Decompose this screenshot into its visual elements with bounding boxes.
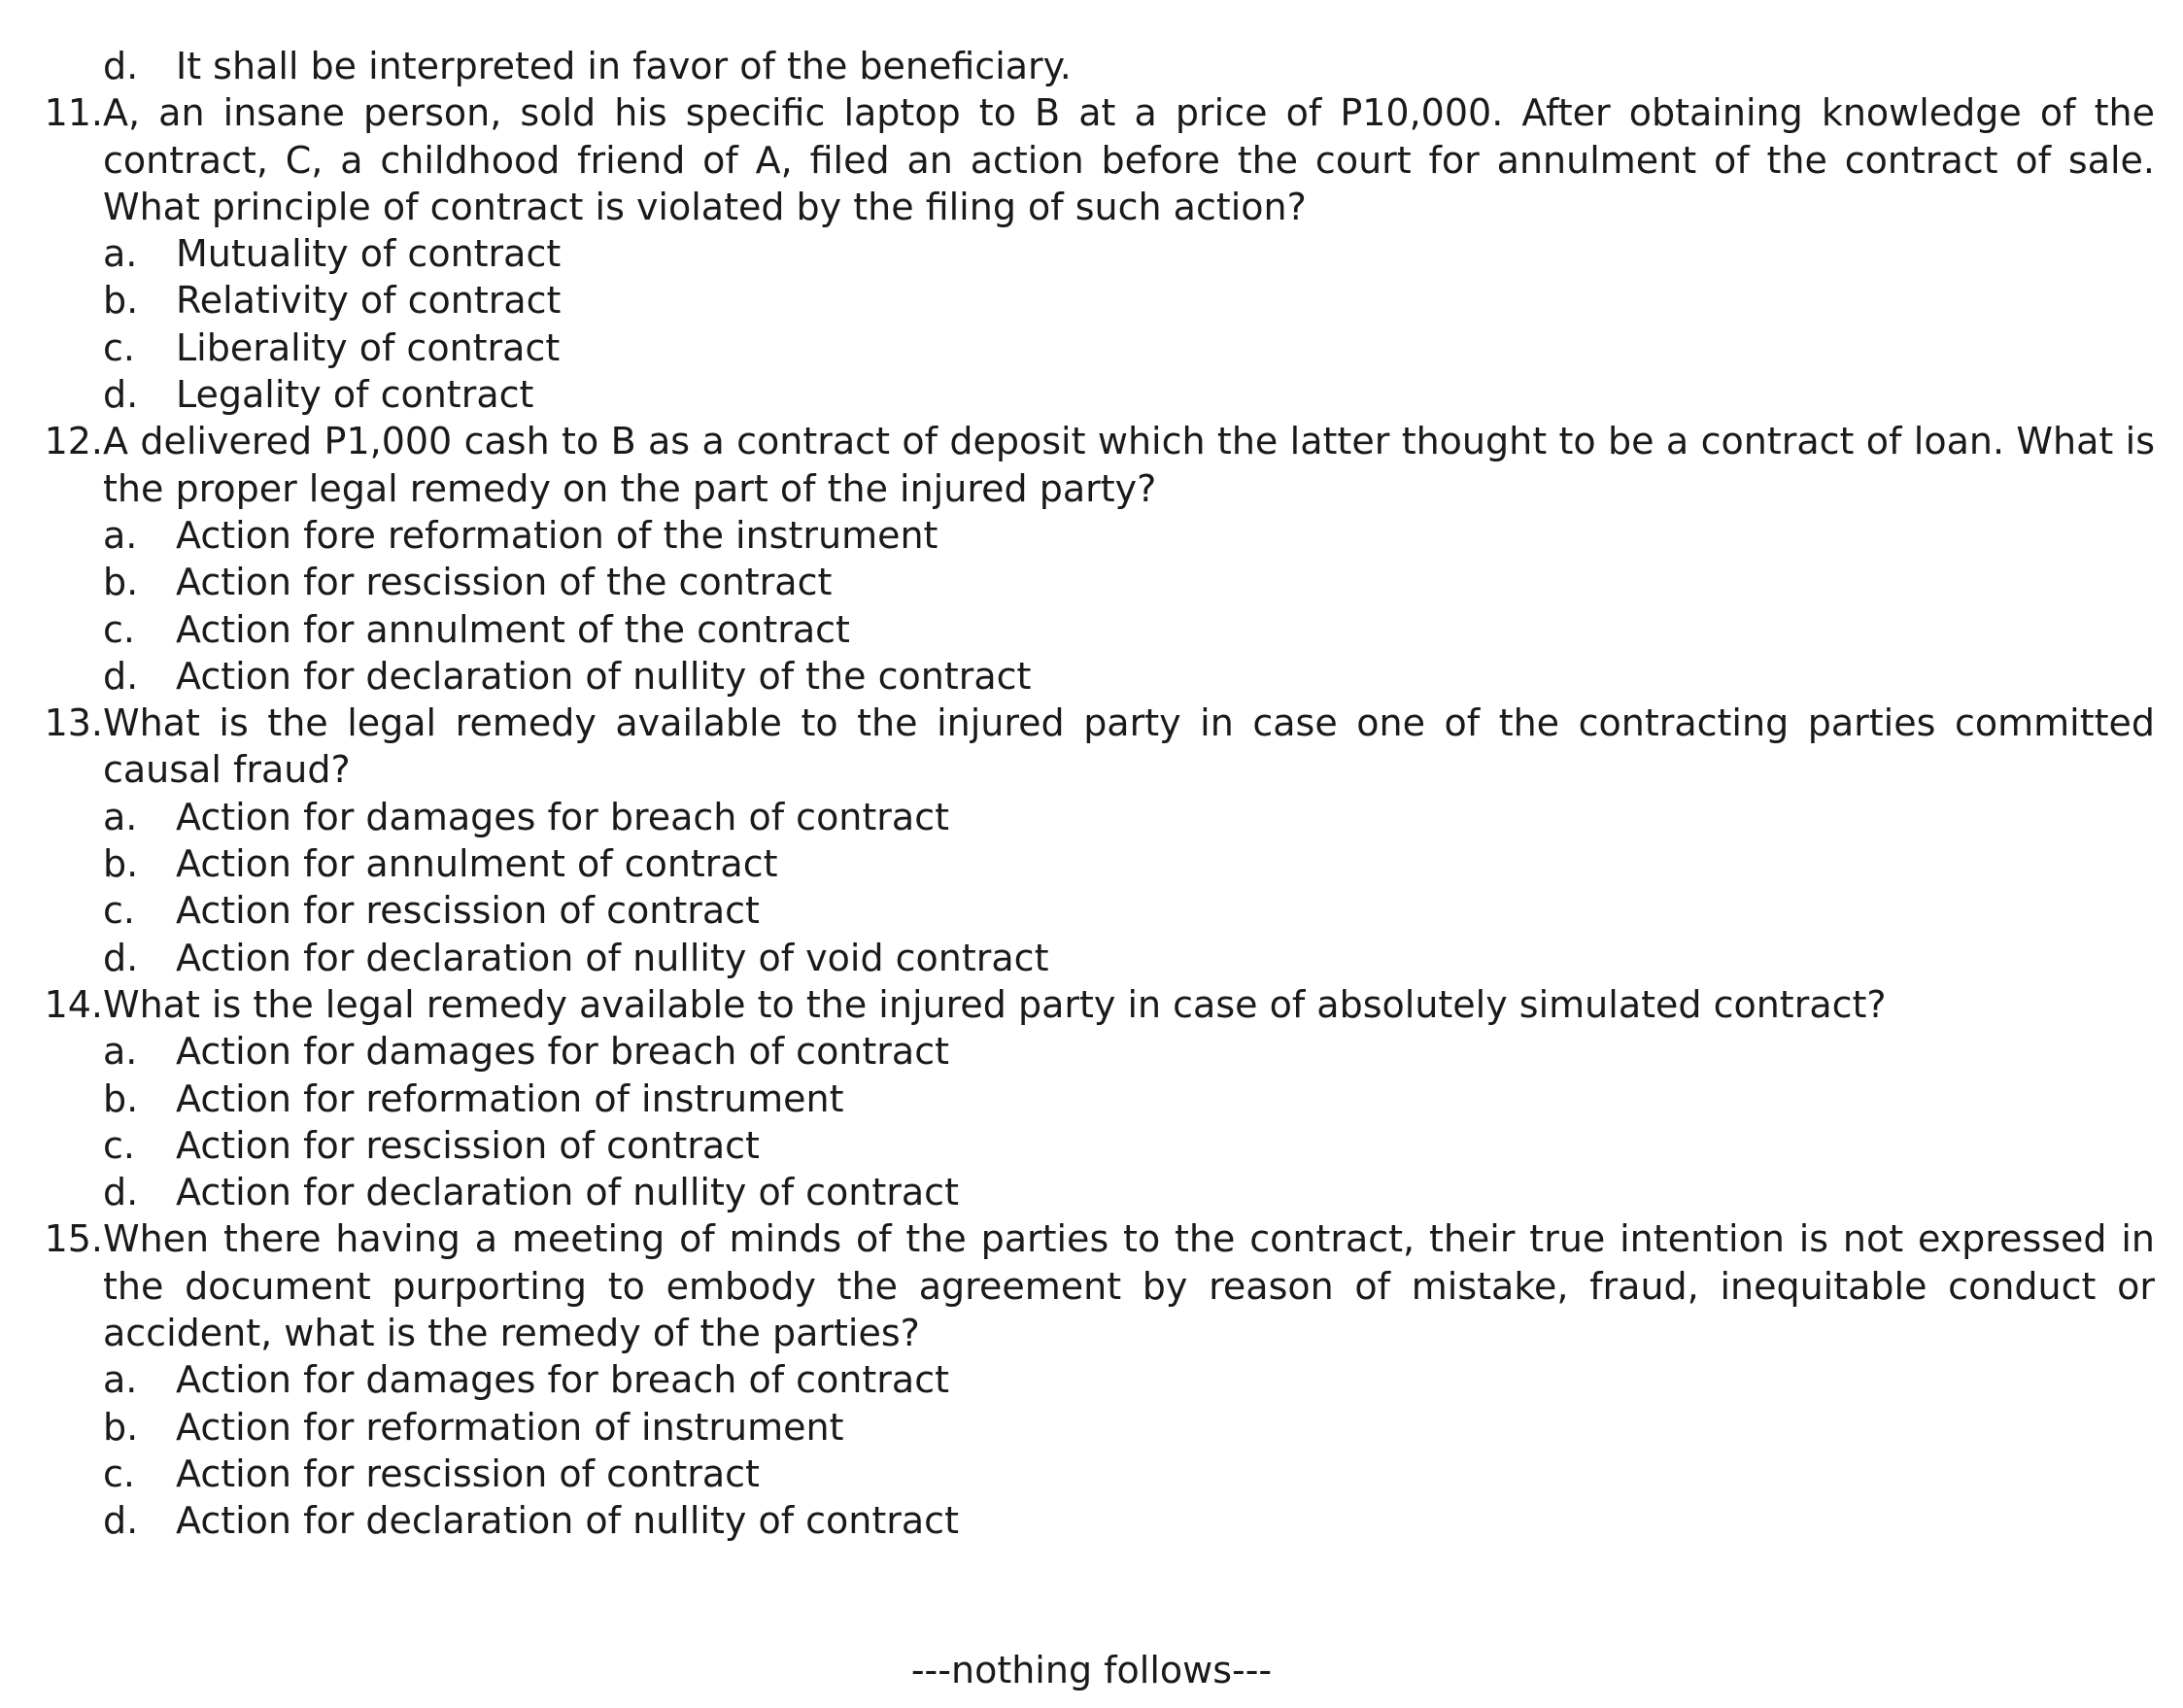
option-label: b. xyxy=(103,1076,139,1120)
option-11a xyxy=(103,230,2155,277)
option-label: d. xyxy=(103,654,139,698)
option-12a xyxy=(103,512,2155,559)
option-15c xyxy=(103,1451,2155,1497)
question-11 xyxy=(29,89,2155,230)
question-list xyxy=(29,43,2155,1545)
option-11b xyxy=(103,277,2155,324)
question-12 xyxy=(29,418,2155,512)
option-label: a. xyxy=(103,1030,138,1074)
option-15b xyxy=(103,1404,2155,1451)
option-label: c. xyxy=(103,607,135,651)
option-14a xyxy=(103,1028,2155,1075)
option-text: Action for damages for breach of contract xyxy=(176,1030,949,1074)
option-text: Action for damages for breach of contract xyxy=(176,1358,949,1402)
option-text: Action for annulment of the contract xyxy=(176,607,850,651)
question-15 xyxy=(29,1215,2155,1356)
option-label: d. xyxy=(103,1171,139,1214)
option-14d xyxy=(103,1169,2155,1215)
option-text: Action for reformation of instrument xyxy=(176,1076,844,1120)
option-text: Mutuality of contract xyxy=(176,232,562,276)
option-text: Action for rescission of contract xyxy=(176,889,760,933)
option-label: a. xyxy=(103,232,138,276)
option-text: Action for declaration of nullity of contract xyxy=(176,1499,959,1543)
option-label: a. xyxy=(103,513,138,557)
question-text: A, an insane person, sold his specific laptop to B at a price of P10,000. After obtaining knowledge of the contract, C, a childhood friend of A, filed an action before the court for annulment of the contract of sale. What principle of contract is violated by the filing of such action? xyxy=(103,91,2155,228)
option-11c xyxy=(103,325,2155,371)
end-of-document-note: ---nothing follows--- xyxy=(910,1649,1273,1691)
option-label: d. xyxy=(103,45,139,87)
option-label: b. xyxy=(103,561,139,604)
option-label: b. xyxy=(103,279,139,323)
option-label: a. xyxy=(103,795,138,838)
option-text: Action for declaration of nullity of the contract xyxy=(176,654,1032,698)
option-text: Legality of contract xyxy=(176,373,534,417)
option-text: Action for damages for breach of contract xyxy=(176,795,949,838)
question-number: 14. xyxy=(44,982,103,1026)
orphan-option xyxy=(103,43,2155,89)
option-label: c. xyxy=(103,325,135,369)
option-label: c. xyxy=(103,1452,135,1495)
option-label: d. xyxy=(103,936,139,979)
option-13c xyxy=(103,887,2155,934)
option-text: Action for rescission of contract xyxy=(176,1123,760,1167)
option-13d xyxy=(103,935,2155,981)
option-text: Action fore reformation of the instrument xyxy=(176,513,938,557)
option-label: c. xyxy=(103,1123,135,1167)
question-14 xyxy=(29,981,2155,1028)
option-label: b. xyxy=(103,842,139,886)
option-text: Liberality of contract xyxy=(176,325,561,369)
question-text: A delivered P1,000 cash to B as a contract of deposit which the latter thought to be a contract of loan. What is the proper legal remedy on the part of the injured party? xyxy=(103,420,2155,510)
option-label: d. xyxy=(103,1499,139,1543)
question-text: What is the legal remedy available to the injured party in case of absolutely simulated contract? xyxy=(103,982,1887,1026)
option-label: b. xyxy=(103,1405,139,1449)
question-13 xyxy=(29,700,2155,794)
option-text: Action for declaration of nullity of contract xyxy=(176,1171,959,1214)
question-number: 12. xyxy=(44,420,103,463)
option-12b xyxy=(103,559,2155,605)
option-12c xyxy=(103,606,2155,653)
option-text: Action for reformation of instrument xyxy=(176,1405,844,1449)
option-text: Action for annulment of contract xyxy=(176,842,778,886)
question-text: What is the legal remedy available to the injured party in case one of the contracting parties committed causal fraud? xyxy=(103,701,2155,792)
option-14c xyxy=(103,1122,2155,1169)
option-13b xyxy=(103,840,2155,887)
option-text: It shall be interpreted in favor of the beneficiary. xyxy=(176,45,1072,87)
question-number: 13. xyxy=(44,701,103,745)
question-number: 11. xyxy=(44,91,103,135)
option-label: c. xyxy=(103,889,135,933)
option-15d xyxy=(103,1497,2155,1544)
option-text: Relativity of contract xyxy=(176,279,562,323)
question-number: 15. xyxy=(44,1217,103,1261)
option-14b xyxy=(103,1076,2155,1122)
option-text: Action for rescission of contract xyxy=(176,1452,760,1495)
option-12d xyxy=(103,653,2155,700)
option-label: a. xyxy=(103,1358,138,1402)
option-text: Action for rescission of the contract xyxy=(176,561,833,604)
option-11d xyxy=(103,371,2155,418)
option-label: d. xyxy=(103,373,139,417)
option-15a xyxy=(103,1356,2155,1403)
question-text: When there having a meeting of minds of the parties to the contract, their true intention is not expressed in the document purporting to embody the agreement by reason of mistake, fraud, inequitable conduct or accident, what is the remedy of the parties? xyxy=(103,1217,2155,1355)
option-13a xyxy=(103,794,2155,840)
option-text: Action for declaration of nullity of void contract xyxy=(176,936,1049,979)
